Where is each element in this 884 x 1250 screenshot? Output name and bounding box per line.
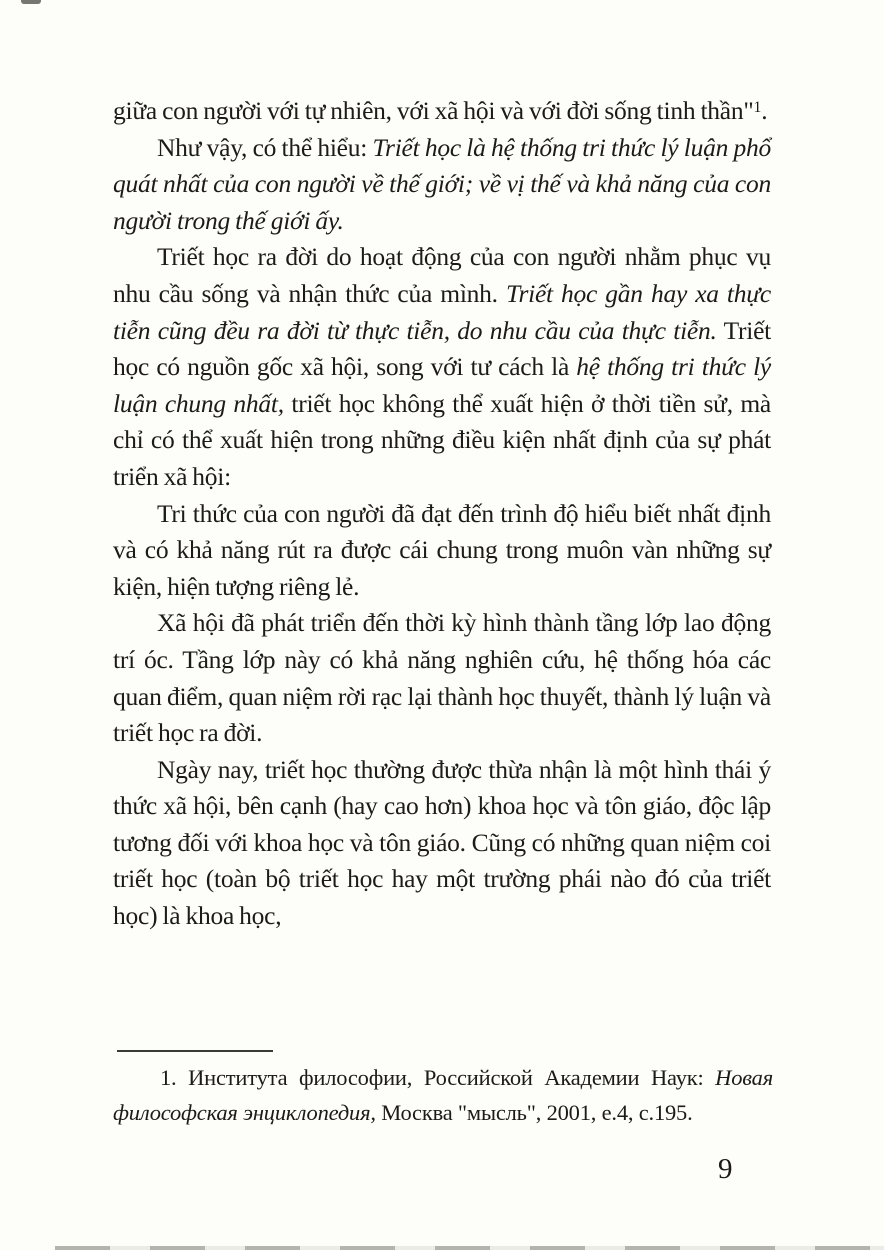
- scan-artifact-bottom-edge: [55, 1246, 884, 1250]
- paragraph: [113, 752, 771, 935]
- body-text: [113, 93, 771, 935]
- text-run: Москва "мысль", 2001, e.4, c.195.: [375, 1100, 693, 1125]
- scan-artifact-top: [21, 0, 41, 4]
- text-run: 1. Института философии, Российской Академии Наук:: [160, 1065, 716, 1090]
- text-run: .: [761, 96, 768, 125]
- italic-text-run: hệ thống tri thức lý luận chung nhất,: [113, 352, 771, 418]
- footnote: [113, 1060, 773, 1130]
- footnote-reference-mark: 1: [753, 98, 762, 116]
- paragraph: [113, 605, 771, 751]
- text-run: giữa con người với tự nhiên, với xã hội và với đời sống tinh thần": [113, 96, 754, 125]
- text-run: triết học không thể xuất hiện ở thời tiền sử, mà chỉ có thể xuất hiện trong những điều kiện nhất định của sự phát triển xã hội:: [113, 388, 771, 491]
- page-number: 9: [718, 1153, 733, 1185]
- italic-text-run: Triết học là hệ thống tri thức lý luận phổ quát nhất của con người về thế giới; về vị thế và khả năng của con người trong thế giới ấy.: [113, 132, 771, 235]
- paragraph: [113, 93, 771, 130]
- paragraph: [113, 239, 771, 495]
- text-run: Như vậy, có thể hiểu:: [157, 132, 373, 162]
- paragraph: [113, 496, 771, 606]
- italic-text-run: Новая философская энциклопедия,: [113, 1065, 773, 1125]
- text-run: Triết học ra đời do hoạt động của con người nhằm phục vụ nhu cầu sống và nhận thức của mình.: [113, 242, 771, 308]
- text-run: Xã hội đã phát triển đến thời kỳ hình thành tầng lớp lao động trí óc. Tầng lớp này có khả năng nghiên cứu, hệ thống hóa các quan điểm, quan niệm rời rạc lại thành học thuyết, thành lý luận và triết học ra đời.: [113, 608, 771, 748]
- footnote-separator: [117, 1050, 273, 1052]
- text-run: Ngày nay, triết học thường được thừa nhận là một hình thái ý thức xã hội, bên cạnh (hay cao hơn) khoa học và tôn giáo, độc lập tương đối với khoa học và tôn giáo. Cũng có những quan niệm coi triết học (toàn bộ triết học hay một trường phái nào đó của triết học) là khoa học,: [113, 754, 771, 931]
- text-run: Tri thức của con người đã đạt đến trình độ hiểu biết nhất định và có khả năng rút ra được cái chung trong muôn vàn những sự kiện, hiện tượng riêng lẻ.: [113, 498, 771, 601]
- paragraph: [113, 1060, 773, 1130]
- italic-text-run: Triết học gần hay xa thực tiễn cũng đều ra đời từ thực tiễn, do nhu cầu của thực tiễn.: [113, 278, 771, 345]
- text-run: Triết học có nguồn gốc xã hội, song với tư cách là: [113, 315, 771, 382]
- paragraph: [113, 130, 771, 240]
